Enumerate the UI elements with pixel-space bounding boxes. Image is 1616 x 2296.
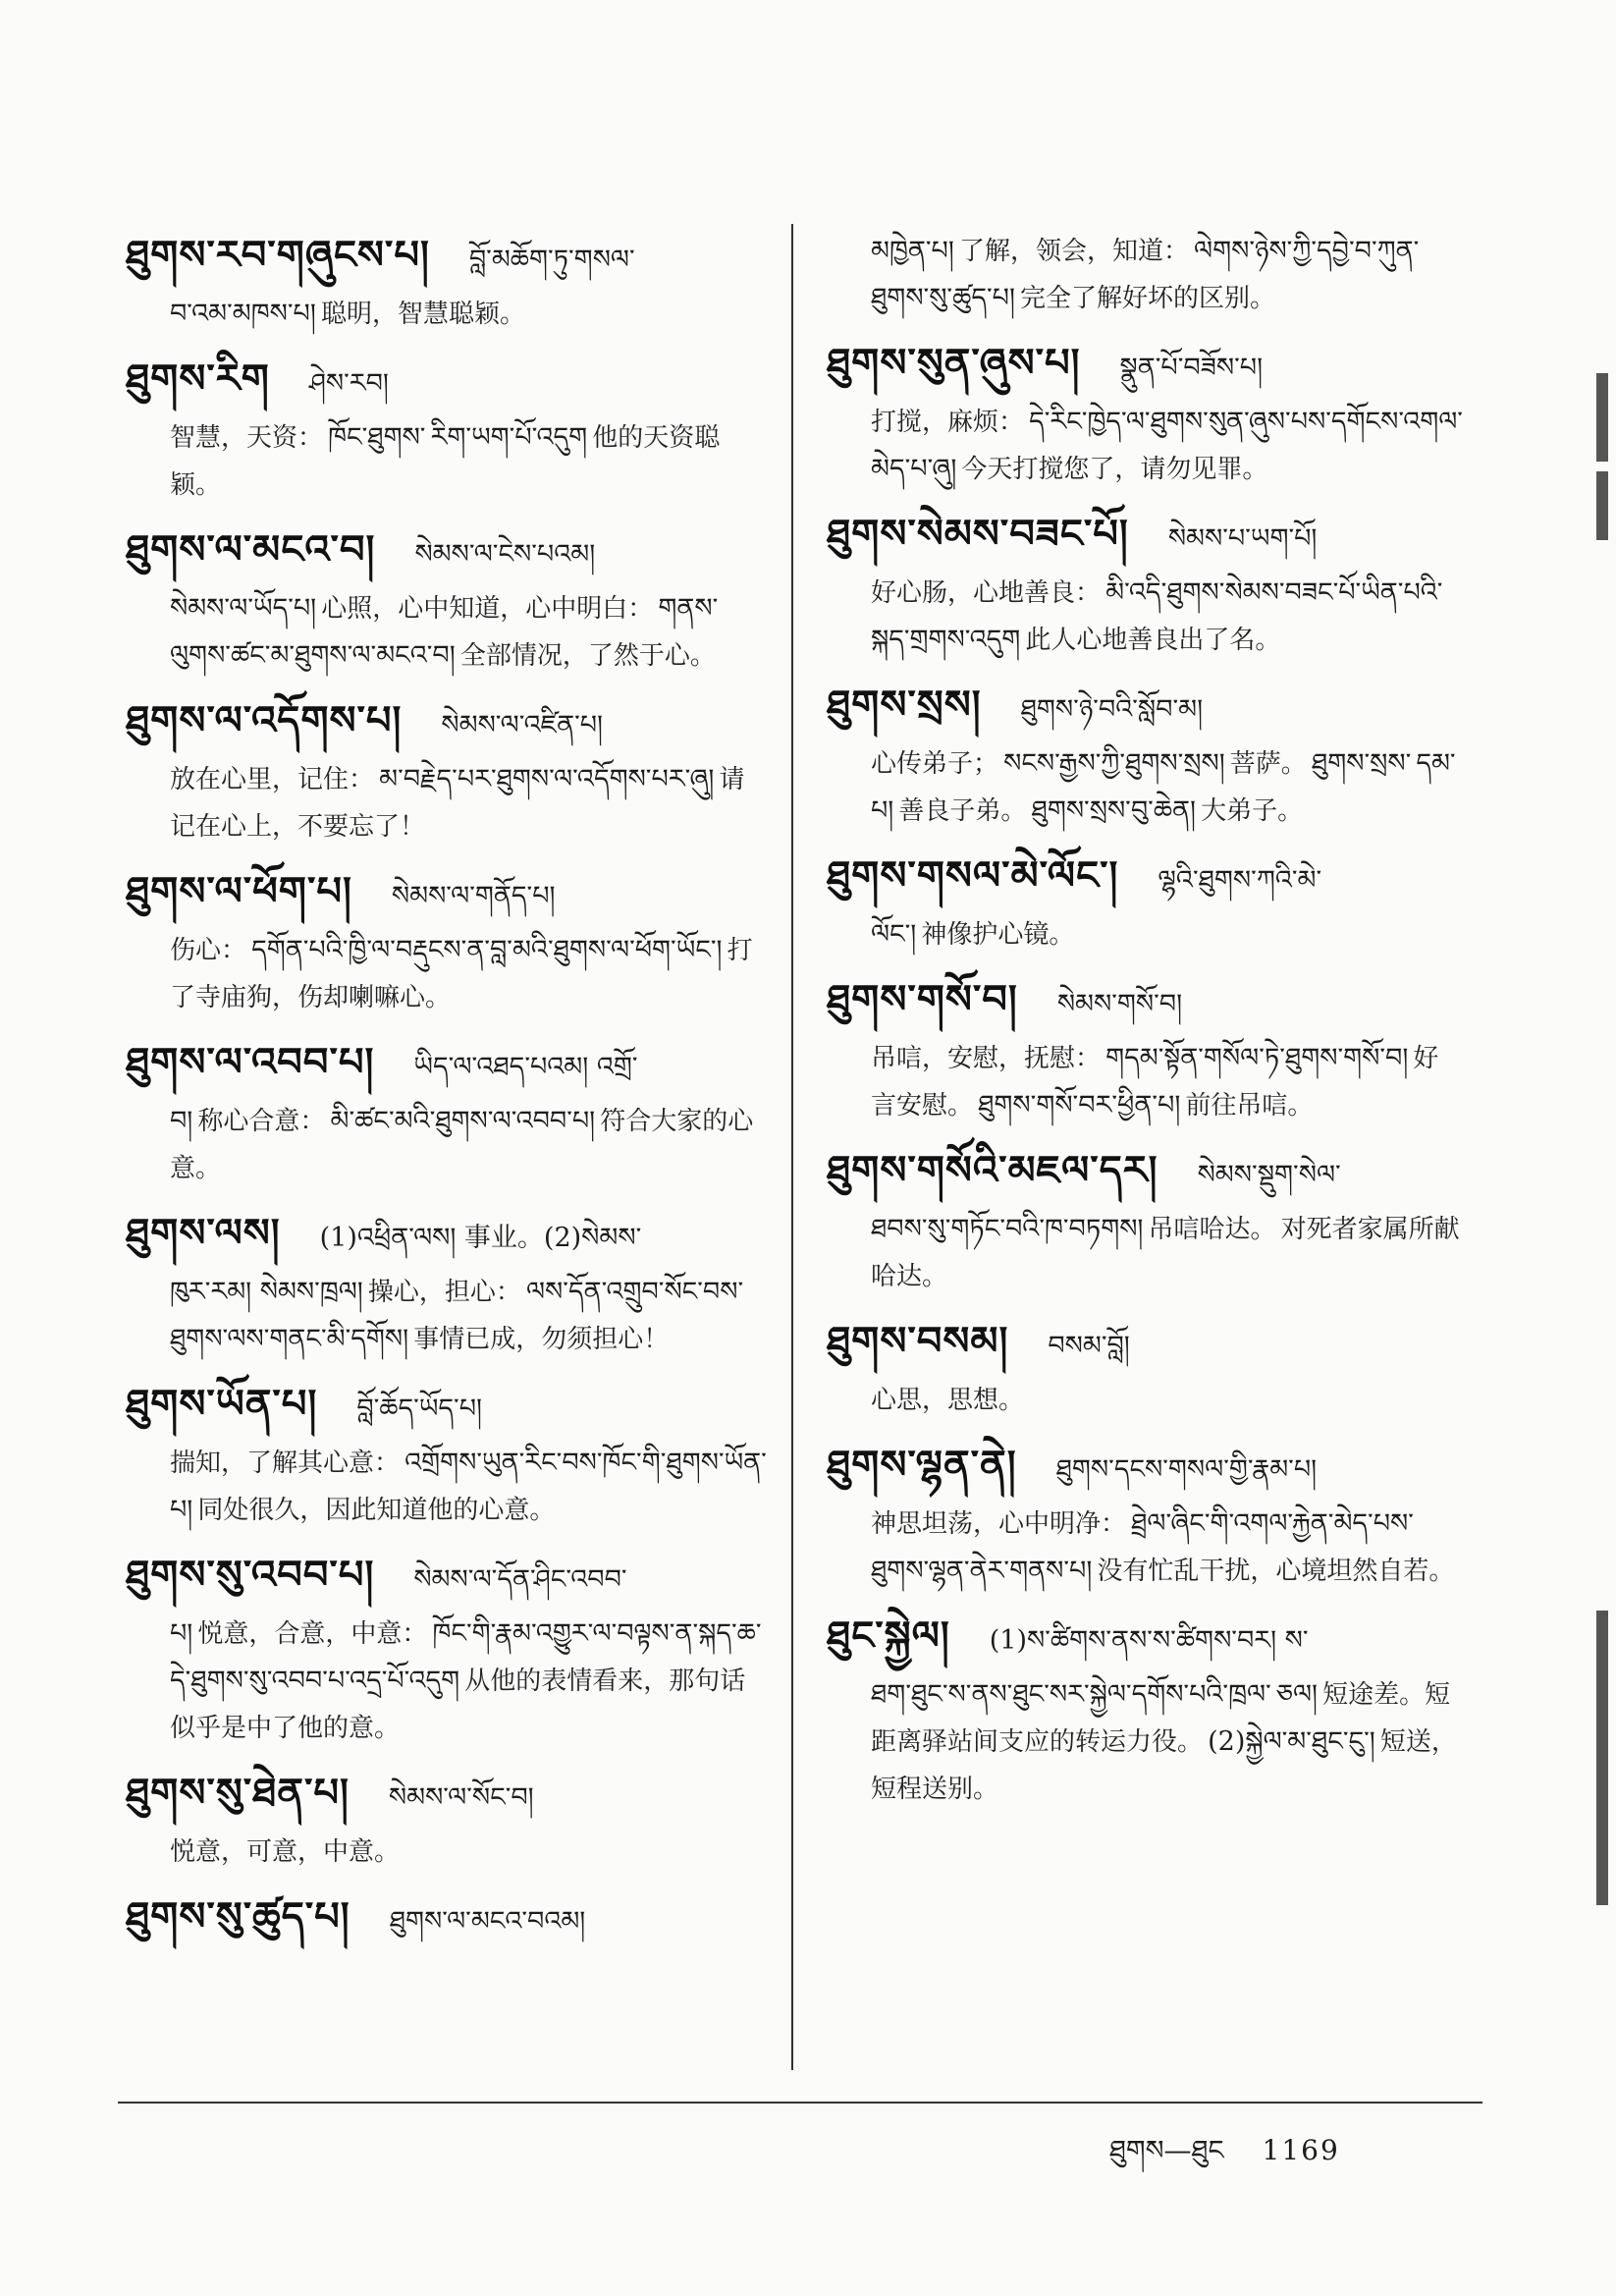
entry-first-line — [126, 1766, 769, 1829]
headword: ཐུགས་སེམས་བཟང་པོ། — [827, 511, 1129, 557]
tibetan-text: ལེགས་ཉེས་ཀྱི་དབྱེ་བ་ཀུན་ཐུགས་སུ་ཚུད་པ། — [871, 236, 1420, 313]
tibetan-text: ཁུར་རམ། སེམས་ཁྲལ། — [170, 1277, 363, 1307]
tibetan-text: འགྲོགས་ཡུན་རིང་བས་ཁོང་གི་ཐུགས་ཡོན་པ། — [170, 1448, 767, 1525]
entry-body — [827, 1206, 1463, 1300]
tibetan-gloss: བསམ་བློ། — [1048, 1331, 1130, 1361]
chinese-definition: 揣知，了解其心意： — [170, 1449, 401, 1478]
headword: ཐུགས་ལས། — [126, 1210, 281, 1256]
headword: ཐུགས་གསལ་མེ་ལོང་། — [827, 852, 1119, 899]
dictionary-entry — [126, 864, 769, 1021]
chinese-definition: 大弟子。 — [1201, 796, 1304, 826]
entry-first-line — [827, 678, 1463, 740]
headword: ཐུགས་སུ་ཐེན་པ། — [126, 1770, 350, 1816]
chinese-definition: 没有忙乱干扰，心境坦然自若。 — [1097, 1557, 1455, 1586]
headword: ཐུགས་གསོའི་མཇལ་དར། — [827, 1147, 1158, 1193]
chinese-definition: 符合大家的心意。 — [170, 1107, 754, 1183]
chinese-definition: 完全了解好坏的区别。 — [1020, 284, 1276, 313]
chinese-definition: 了解，领会，知道： — [958, 237, 1189, 266]
entry-body — [126, 1098, 769, 1192]
tibetan-text: གནས་ལུགས་ཚང་མ་ཐུགས་ལ་མངའ་བ། — [170, 593, 719, 671]
tibetan-text: ཐུགས་གསོ་བར་ཕྱིན་པ། — [978, 1090, 1181, 1121]
dictionary-entry — [827, 228, 1463, 322]
headword: ཐུགས་རབ་གཞུངས་པ། — [126, 232, 430, 278]
headword: ཐུགས་སུ་ཚུད་པ། — [126, 1893, 350, 1940]
dictionary-entry — [827, 1438, 1463, 1595]
page-number: 1169 — [1262, 2134, 1340, 2166]
dictionary-entry — [126, 1889, 769, 1952]
headword: ཐུགས་ཡོན་པ། — [126, 1381, 318, 1427]
entry-body — [827, 1501, 1463, 1595]
entry-first-line — [126, 1889, 769, 1952]
chinese-definition: 吊唁哈达。 — [1148, 1215, 1276, 1244]
tibetan-gloss: ཤེས་རབ། — [308, 368, 389, 399]
chinese-definition: 短途差。短距离驿站间支应的转运力役。 — [871, 1680, 1451, 1757]
tibetan-gloss: ཐུགས་ལ་མངའ་བའམ། — [389, 1906, 586, 1937]
tibetan-gloss: སེམས་གསོ་བ། — [1056, 989, 1183, 1019]
dictionary-entry — [126, 1766, 769, 1876]
tibetan-gloss: སེམས་ལ་དོན་ཤིང་འབབ་ — [413, 1564, 627, 1595]
dictionary-entry — [126, 1548, 769, 1752]
right-column — [827, 228, 1463, 1827]
entry-first-line — [126, 864, 769, 927]
left-column — [126, 228, 769, 1966]
scan-edge-marks — [1587, 0, 1616, 2296]
chinese-definition: 智慧，天资： — [170, 423, 324, 453]
chinese-definition: 神像护心镜。 — [921, 920, 1075, 950]
tibetan-gloss: སེམས་སྡུག་སེལ་ — [1197, 1160, 1341, 1190]
entry-first-line — [126, 1377, 769, 1440]
dictionary-entry — [827, 507, 1463, 664]
chinese-definition: 好言安慰。 — [871, 1044, 1439, 1121]
chinese-definition: 从他的表情看来，那句话似乎是中了他的意。 — [170, 1667, 746, 1743]
entry-first-line — [126, 1035, 769, 1098]
entry-body — [126, 585, 769, 680]
entry-body — [827, 911, 1463, 958]
tibetan-gloss: ཐུགས་ཉེ་བའི་སློབ་མ། — [1020, 694, 1204, 725]
tibetan-text: པ། — [170, 1618, 193, 1649]
tibetan-text: སེམས་ལ་ཡོད་པ། — [170, 593, 317, 624]
dictionary-entry — [126, 1206, 769, 1363]
tibetan-text: དམ་པ། — [871, 748, 1456, 826]
tibetan-text: བ། — [170, 1106, 193, 1136]
headword: ཐུགས་ལ་ཕོག་པ། — [126, 868, 352, 914]
dictionary-entry — [827, 1609, 1463, 1813]
tibetan-gloss: སེམས་པ་ཡག་པོ། — [1167, 523, 1318, 554]
tibetan-text: སངས་རྒྱས་ཀྱི་ཐུགས་སྲས། — [1003, 748, 1225, 779]
chinese-definition: 菩萨。 — [1229, 749, 1307, 779]
entry-body — [827, 1671, 1463, 1813]
chinese-definition: 善良子弟。 — [898, 796, 1027, 826]
headword: ཐུང་སྐྱེལ། — [827, 1613, 950, 1659]
entry-body — [827, 228, 1463, 322]
dictionary-entry — [126, 522, 769, 680]
tibetan-gloss: (1)ས་ཚིགས་ནས་ས་ཚིགས་བར། ས་ — [989, 1625, 1309, 1656]
chinese-definition: 此人心地善良出了名。 — [1025, 626, 1281, 655]
tibetan-gloss: སེམས་ལ་སོང་བ། — [388, 1782, 534, 1813]
entry-first-line — [126, 352, 769, 414]
entry-first-line — [827, 1609, 1463, 1671]
tibetan-gloss: ཐུགས་དངས་གསལ་གྱི་རྣམ་པ། — [1055, 1454, 1318, 1485]
entry-body — [827, 740, 1463, 835]
entry-first-line — [827, 1314, 1463, 1377]
chinese-definition: 心传弟子； — [871, 749, 999, 779]
chinese-definition: 事情已成，勿须担心！ — [413, 1325, 670, 1354]
entry-first-line — [827, 507, 1463, 570]
tibetan-text: རིག་ཡག་པོ་འདུག — [430, 422, 588, 453]
column-divider — [791, 224, 793, 2070]
entry-body — [827, 399, 1463, 493]
chinese-definition: 心照，心中知道，心中明白： — [321, 594, 654, 624]
dictionary-entry — [827, 1143, 1463, 1300]
tibetan-text: དེ་རིང་ཁྱེད་ལ་ཐུགས་སུན་ཞུས་པས་དགོངས་འགལ་མེད་པ་ཞུ། — [871, 407, 1463, 484]
tibetan-text: བ་འམ་མཁས་པ། — [170, 299, 316, 329]
chinese-definition: 操心，担心： — [367, 1278, 521, 1307]
entry-body — [126, 1829, 769, 1876]
headword: ཐུགས་ལྷན་ནེ། — [827, 1442, 1017, 1488]
tibetan-gloss: སེམས་ལ་ངེས་པའམ། — [414, 539, 596, 570]
chinese-definition: 对死者家属所献哈达。 — [871, 1215, 1460, 1291]
entry-first-line — [126, 522, 769, 585]
entry-body — [126, 756, 769, 850]
tibetan-text: ཐྲེལ་ཞིང་གི་འགལ་རྐྱེན་མེད་པས་ཐུགས་ལྷན་ནེར་གནས་པ། — [871, 1508, 1414, 1586]
entry-body — [126, 927, 769, 1021]
tibetan-text: དགོན་པའི་ཁྱི་ལ་བརྡུངས་ན་བླ་མའི་ཐུགས་ལ་ཕོག་ཡོང་། — [251, 935, 723, 965]
tibetan-text: མི་ཚང་མའི་ཐུགས་ལ་འབབ་པ། — [330, 1106, 596, 1136]
dictionary-entry — [827, 678, 1463, 835]
chinese-definition: 他的天资聪颖。 — [170, 423, 721, 500]
entry-first-line — [827, 972, 1463, 1035]
entry-body — [827, 570, 1463, 664]
footer-rule — [118, 2102, 1482, 2104]
dictionary-entry — [126, 352, 769, 509]
entry-first-line — [827, 848, 1463, 911]
tibetan-text: ཅལ། — [1275, 1679, 1319, 1710]
chinese-definition: 称心合意： — [197, 1107, 326, 1136]
chinese-definition: 打搅，麻烦： — [871, 408, 1025, 437]
headword: ཐུགས་སུ་འབབ་པ། — [126, 1552, 375, 1598]
headword: ཐུགས་སྲས། — [827, 682, 982, 728]
tibetan-text: ལོང་། — [871, 919, 917, 950]
tibetan-gloss: སེམས་ལ་འཛིན་པ། — [441, 710, 604, 740]
entry-first-line — [126, 1548, 769, 1611]
dictionary-entry — [827, 336, 1463, 493]
dictionary-entry — [126, 228, 769, 338]
entry-body — [827, 1377, 1463, 1424]
chinese-definition: 好心肠，心地善良： — [871, 578, 1102, 608]
tibetan-text: མ་བརྗེད་པར་ཐུགས་ལ་འདོགས་པར་ཞུ། — [379, 764, 715, 794]
entry-first-line — [126, 228, 769, 291]
headword: ཐུགས་ལ་འདོགས་པ། — [126, 697, 403, 743]
chinese-definition: 全部情况，了然于心。 — [459, 641, 716, 671]
entry-body — [126, 414, 769, 509]
headword: ཐུགས་ལ་མངའ་བ། — [126, 526, 376, 573]
tibetan-text: ཁོང་ཐུགས་ — [328, 422, 426, 453]
tibetan-gloss: བློ་མཆོག་ཏུ་གསལ་ — [468, 245, 635, 275]
entry-body — [126, 1269, 769, 1363]
chinese-definition: 心思，思想。 — [871, 1386, 1025, 1415]
running-head: ཐུགས—ཐུང — [1109, 2134, 1224, 2166]
entry-first-line — [827, 1438, 1463, 1501]
tibetan-text: ཐབས་སུ་གཏོང་བའི་ཁ་བཏགས། — [871, 1214, 1144, 1244]
headword: ཐུགས་གསོ་བ། — [827, 976, 1018, 1022]
chinese-definition: 悦意，可意，中意。 — [170, 1837, 401, 1867]
chinese-definition: 聪明，智慧聪颖。 — [320, 300, 525, 329]
entry-body — [126, 1440, 769, 1534]
tibetan-gloss: ཡིད་ལ་འཐད་པའམ། འགྲོ་ — [413, 1052, 638, 1082]
dictionary-entry — [827, 972, 1463, 1129]
tibetan-text: གདམ་སྟོན་གསོལ་ཏེ་ཐུགས་གསོ་བ། — [1105, 1043, 1409, 1073]
entry-first-line — [827, 336, 1463, 399]
chinese-definition: 请记在心上，不要忘了！ — [170, 765, 745, 842]
tibetan-gloss: (1)འཕྲིན་ལས། 事业。(2)སེམས་ — [319, 1223, 642, 1253]
chinese-definition: 悦意，合意，中意： — [197, 1619, 428, 1649]
tibetan-gloss: བློ་ཆོད་ཡོད་པ། — [356, 1394, 483, 1424]
tibetan-text: ཁོང་གི་རྣམ་འགྱུར་ལ་བལྟས་ན་སྐད་ཆ་དེ་ཐུགས་སུ་འབབ་པ་འདྲ་པོ་འདུག — [170, 1618, 762, 1696]
chinese-definition: 神思坦荡，心中明净： — [871, 1509, 1127, 1539]
dictionary-entry — [126, 1377, 769, 1534]
tibetan-gloss: ལྷའི་ཐུགས་ཀའི་མེ་ — [1158, 865, 1322, 896]
tibetan-text: ཐུགས་སྲས་ — [1311, 748, 1412, 779]
chinese-definition: 前往吊唁。 — [1185, 1091, 1314, 1121]
tibetan-text: མི་འདི་ཐུགས་སེམས་བཟང་པོ་ཡིན་པའི་སྐད་གྲགས་འདུག — [871, 577, 1443, 655]
headword: ཐུགས་ལ་འབབ་པ། — [126, 1039, 375, 1085]
headword: ཐུགས་བསམ། — [827, 1318, 1009, 1364]
tibetan-text: ཐག་ཐུང་ས་ནས་ཐུང་སར་སྐྱེལ་དགོས་པའི་ཁྲལ་ — [871, 1679, 1271, 1710]
chinese-definition: 伤心： — [170, 936, 247, 965]
dictionary-entry — [827, 1314, 1463, 1424]
dictionary-entry — [827, 848, 1463, 958]
chinese-definition: 短送，短程送别。 — [871, 1727, 1457, 1804]
headword: ཐུགས་སུན་ཞུས་པ། — [827, 340, 1081, 386]
tibetan-text: (2)སྐྱེལ་མ་ཐུང་ངུ་། — [1208, 1726, 1375, 1757]
tibetan-text: ལས་དོན་འགྲུབ་སོང་བས་ཐུགས་ལས་གནང་མི་དགོས། — [170, 1277, 744, 1354]
headword: ཐུགས་རིག — [126, 355, 270, 402]
dictionary-entry — [126, 693, 769, 850]
tibetan-gloss: སེམས་ལ་གནོད་པ། — [391, 881, 556, 911]
entry-body — [126, 1611, 769, 1752]
entry-body — [827, 1035, 1463, 1129]
chinese-definition: 放在心里，记住： — [170, 765, 375, 794]
page-footer — [1109, 2119, 1340, 2197]
entry-body — [126, 291, 769, 338]
chinese-definition: 打了寺庙狗，伤却喇嘛心。 — [170, 936, 753, 1012]
entry-first-line — [126, 693, 769, 756]
chinese-definition: 今天打搅您了，请勿见罪。 — [961, 455, 1268, 484]
tibetan-text: ཐུགས་སྲས་བུ་ཆེན། — [1031, 795, 1197, 826]
chinese-definition: 同处很久，因此知道他的心意。 — [197, 1496, 556, 1525]
entry-first-line — [126, 1206, 769, 1269]
tibetan-gloss: སྣུན་པོ་བཟོས་པ། — [1119, 353, 1264, 383]
dictionary-entry — [126, 1035, 769, 1192]
entry-first-line — [827, 1143, 1463, 1206]
tibetan-text: མཁྱེན་པ། — [871, 236, 954, 266]
chinese-definition: 吊唁，安慰，抚慰： — [871, 1044, 1102, 1073]
